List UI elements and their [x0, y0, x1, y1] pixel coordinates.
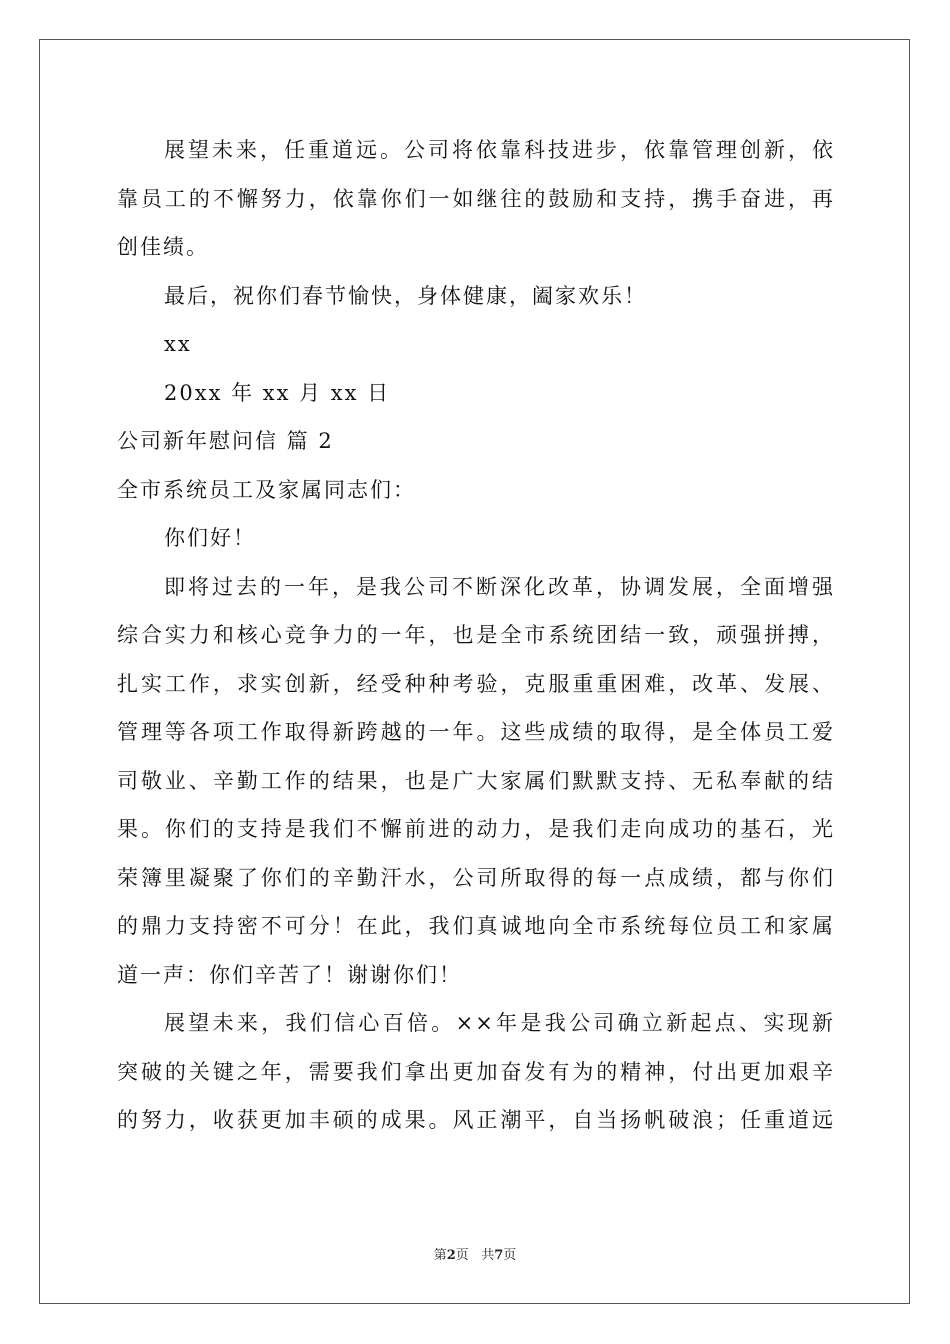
paragraph-line: 展望未来，任重道远。公司将依靠科技进步，依靠管理创新，依 [164, 138, 835, 162]
paragraph-line: 靠员工的不懈努力，依靠你们一如继往的鼓励和支持，携手奋进，再 [117, 186, 835, 211]
paragraph-line: 即将过去的一年，是我公司不断深化改革，协调发展，全面增强 [164, 574, 835, 599]
footer-suffix: 页 [503, 1248, 517, 1263]
paragraph-line: 司敬业、辛勤工作的结果，也是广大家属们默默支持、无私奉献的结 [117, 768, 835, 793]
section-title: 公司新年慰问信 篇 2 [117, 429, 334, 453]
closing-wishes: 最后，祝你们春节愉快，身体健康，阖家欢乐！ [164, 283, 647, 308]
signature: xx [164, 332, 192, 356]
greeting: 你们好！ [164, 526, 256, 550]
total-page-count: 7 [494, 1248, 504, 1263]
paragraph-line: 创佳绩。 [117, 235, 209, 259]
paragraph-line: 展望未来，我们信心百倍。××年是我公司确立新起点、实现新 [164, 1011, 835, 1035]
date: 20xx 年 xx 月 xx 日 [164, 380, 391, 405]
paragraph-line: 突破的关键之年，需要我们拿出更加奋发有为的精神，付出更加艰辛 [117, 1059, 835, 1084]
footer-middle: 页 共 [455, 1248, 495, 1263]
footer-prefix: 第 [433, 1248, 447, 1263]
paragraph-line: 荣簿里凝聚了你们的辛勤汗水，公司所取得的每一点成绩，都与你们 [117, 865, 835, 890]
salutation: 全市系统员工及家属同志们： [117, 477, 416, 502]
paragraph-line: 扎实工作，求实创新，经受种种考验，克服重重困难，改革、发展、 [117, 671, 835, 696]
paragraph-line: 道一声：你们辛苦了！谢谢你们！ [117, 962, 462, 987]
paragraph-line: 的鼎力支持密不可分！在此，我们真诚地向全市系统每位员工和家属 [117, 914, 835, 938]
paragraph-line: 管理等各项工作取得新跨越的一年。这些成绩的取得，是全体员工爱 [117, 720, 835, 744]
current-page-number: 2 [446, 1248, 456, 1263]
paragraph-line: 综合实力和核心竞争力的一年，也是全市系统团结一致，顽强拼搏， [117, 623, 835, 647]
document-body [117, 126, 835, 1145]
paragraph-line: 的努力，收获更加丰硕的成果。风正潮平，自当扬帆破浪；任重道远 [117, 1108, 835, 1132]
page-footer [0, 1248, 950, 1264]
paragraph-line: 果。你们的支持是我们不懈前进的动力，是我们走向成功的基石，光 [117, 817, 835, 841]
